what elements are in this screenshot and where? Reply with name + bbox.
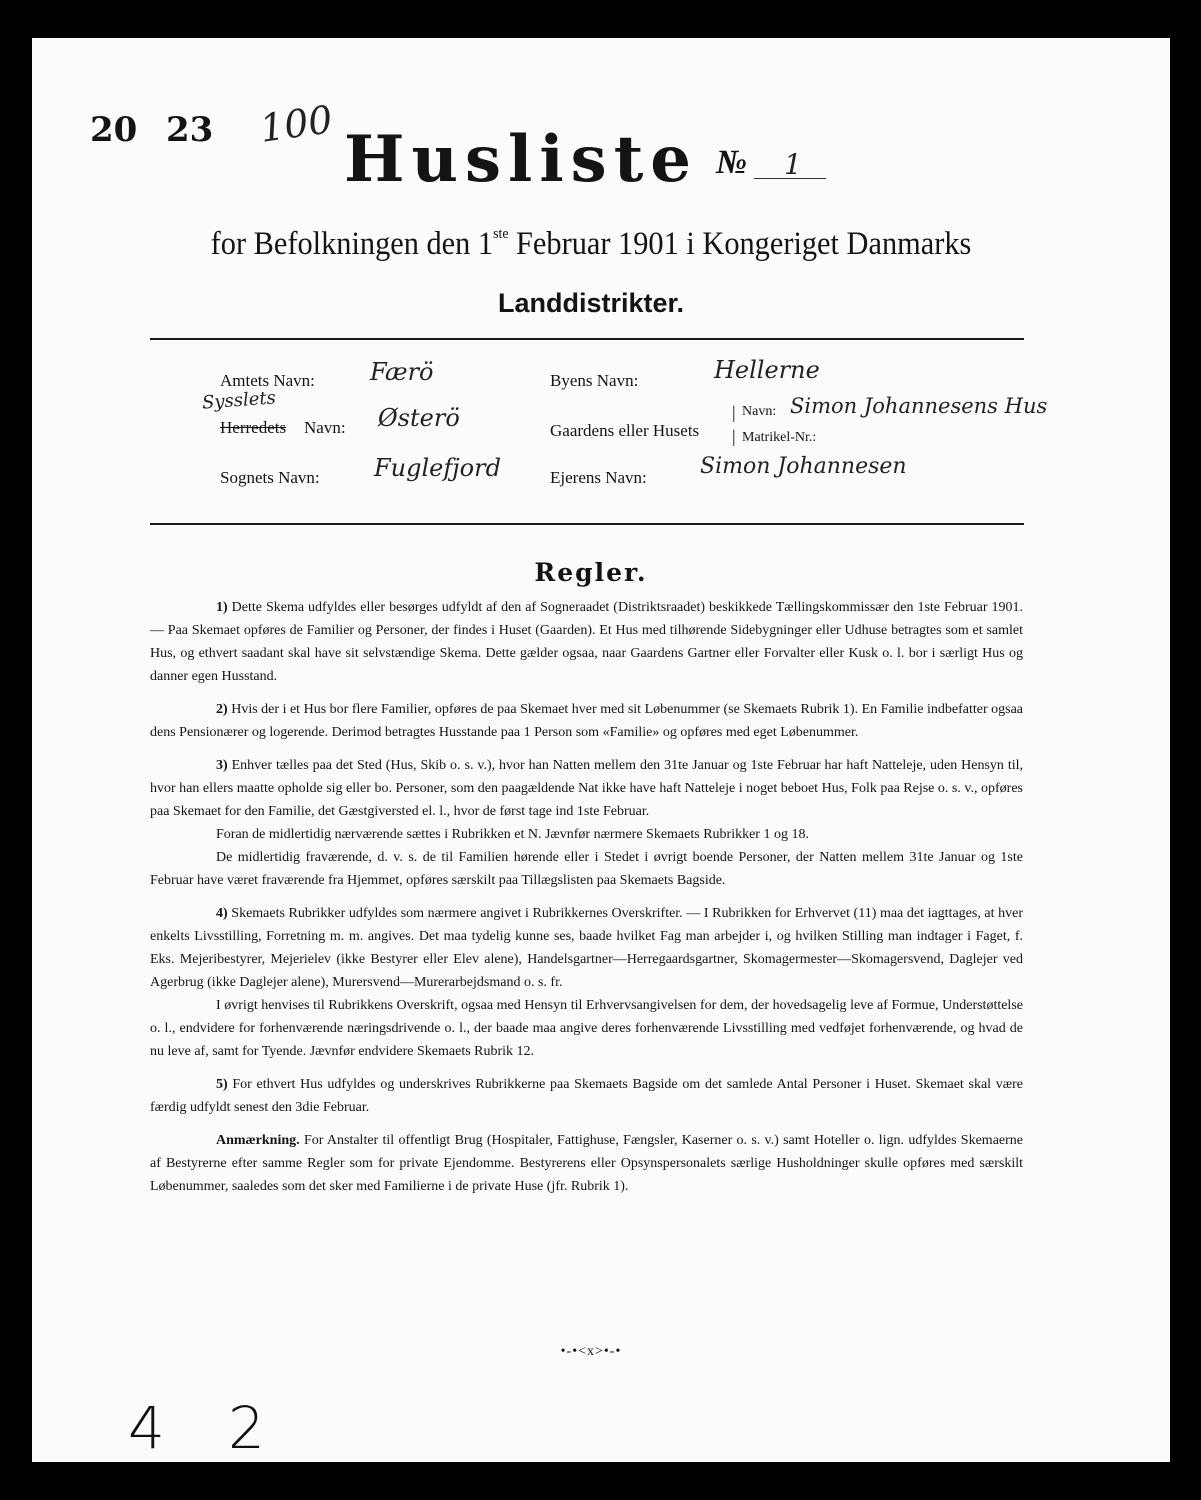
handwritten-corner-number: 100 [257, 97, 336, 151]
by-label: Byens Navn: [550, 371, 639, 390]
rule-2-text: Hvis der i et Hus bor flere Familier, opføres de paa Skemaet hver med sit Løbenummer (se Skemaets Rubrik 1). En Familie indbefatter ogsaa dens Pensionærer og logerende. Derimod betragtes Husstande paa 1 Person som «Familie» og opføres med eget Løbenummer. [150, 702, 1024, 740]
form-title: Husliste [344, 122, 698, 197]
note-text: For Anstalter til offentligt Brug (Hospitaler, Fattighuse, Fængsler, Kaserner o. s. v.) samt Hoteller o. lign. udfyldes Skemaerne af Bestyrerne efter samme Regler som for private Ejendomme. Bestyrerens eller Opsynspersonalets særlige Husholdninger skulle opføres med særskilt Løbenummer, saaledes som det sker med Familierne i de private Huse (jfr. Rubrik 1). [150, 1133, 1024, 1194]
ejer-label: Ejerens Navn: [550, 468, 647, 487]
district-heading: Landdistrikter. [497, 288, 685, 318]
rule-4-text: Skemaets Rubrikker udfyldes som nærmere angivet i Rubrikkernes Overskrifter. — I Rubrikken for Erhvervet (11) maa det iagttages, at hver enkelts Livsstilling, Forretning m. m. angives. Det maa tydelig kunne ses, baade hvilket Fag man arbejder i, og hvilken Stilling man indtager i Faget, f. Eks. Mejeribestyrer, Mejerielev (ikke Bestyrer eller Elev alene), Handelsgartner—Herregaardsgartner, Skomagermester—Skomagersvend, Daglejer ved Agerbrug (ikke Daglejer alene), Murersvend—Murerarbejdsmand o. s. fr. [150, 906, 1024, 990]
note-label: Anmærkning. [216, 1133, 300, 1148]
sogn-value: Fuglefjord [374, 454, 501, 482]
subtitle-post: Februar 1901 i Kongeriget Danmarks [508, 226, 972, 262]
by-value: Hellerne [714, 356, 820, 384]
number-value: 1 [784, 148, 802, 181]
number-label: № [716, 144, 748, 181]
rule-1-text: Dette Skema udfyldes eller besørges udfyldt af den af Sogneraadet (Distriktsraadet) beskikkede Tællingskommissær den 1ste Februar 1901. — Paa Skemaet opføres de Familier og Personer, der findes i Huset (Gaarden). Et Hus med tilhørende Sidebygninger eller Udhuse betragtes som et samlet Hus, og ethvert saadant skal have sit selvstændige Skema. Dette gælder ogsaa, naar Gaardens Gartner eller Forvalter eller Kusk o. l. bor i særligt Hus og danner egen Husstand. [150, 600, 1024, 684]
bracket-top: | [732, 402, 736, 422]
rule-1 [150, 596, 1023, 688]
rule-3 [150, 754, 1023, 823]
ornament-divider: •-•<x>•-• [560, 1344, 622, 1359]
rule-2-number: 2) [216, 702, 228, 717]
handwritten-number-right: 2 [228, 1394, 265, 1462]
rule-3-text: Enhver tælles paa det Sted (Hus, Skib o. s. v.), hvor han Natten mellem den 31te Januar og 1ste Februar har haft Natteleje, uden Hensyn til, hvor han ellers maatte opholde sig eller bo. Personer, som den paagældende Nat ikke have haft Natteleje i noget beboet Hus, Folk paa Rejse o. s. v., opføres paa Skemaet for den Familie, det Gæstgiversted el. l., hvor de først tage ind 1ste Februar. [150, 758, 1024, 819]
rule-4-ovrigt: I øvrigt henvises til Rubrikkens Overskrift, ogsaa med Hensyn til Erhvervsangivelsen for dem, der hovedsagelig leve af Formue, Understøttelse o. l., endvidere for forhenværende næringsdrivende o. l., der baade maa angive deres forhenværende Livsstilling med vedføjet forhenværende, og hvad de nu leve af, samt for Tyende. Jævnfør endvidere Skemaets Rubrik 12. [150, 998, 1023, 1059]
rule-4-number: 4) [216, 906, 228, 921]
herred-correction: Sysslets [201, 387, 277, 414]
rules-body [150, 596, 1023, 1208]
rule-5-number: 5) [216, 1077, 228, 1092]
rules-heading: Regler. [534, 558, 648, 587]
ejer-value: Simon Johannesen [700, 454, 907, 479]
amt-value: Færö [370, 358, 434, 386]
corner-number-right: 23 [166, 110, 214, 150]
sogn-label: Sognets Navn: [220, 468, 320, 487]
subtitle-sup: ste [493, 226, 509, 242]
herred-value: Østerö [378, 404, 460, 432]
herred-label: Navn: [304, 418, 346, 437]
rule-4 [150, 902, 1023, 994]
number-underline [754, 178, 826, 179]
note [150, 1129, 1023, 1198]
rule-5-text: For ethvert Hus udfyldes og underskrives Rubrikkerne paa Skemaets Bagside om det samlede Antal Personer i Huset. Skemaet skal være færdig udfyldt senest den 3die Februar. [150, 1077, 1024, 1115]
matrikel-label: Matrikel-Nr.: [742, 430, 817, 445]
form-subtitle [77, 226, 1106, 263]
rule-3-number: 3) [216, 758, 228, 773]
navn-label: Navn: [742, 404, 777, 419]
handwritten-number-left: 4 [128, 1394, 165, 1462]
rule-5 [150, 1073, 1023, 1119]
rule-3-fravaerende: De midlertidig fraværende, d. v. s. de til Familien hørende eller i Stedet i øvrigt boende Personer, der Natten mellem 31te Januar og 1ste Februar have været fraværende fra Hjemmet, opføres særskilt paa Tillægslisten paa Skemaets Bagside. [150, 850, 1023, 888]
amt-label: Amtets Navn: [220, 371, 315, 390]
rule-2 [150, 698, 1023, 744]
herred-struck-label: Herredets [220, 418, 287, 437]
subtitle-pre: for Befolkningen den 1 [210, 226, 494, 262]
rule-3-foran: Foran de midlertidig nærværende sættes i Rubrikken et N. Jævnfør nærmere Skemaets Rubrikker 1 og 18. [216, 827, 809, 842]
navn-value: Simon Johannesens Hus [790, 394, 1048, 418]
rule-1-number: 1) [216, 600, 228, 615]
bracket-bottom: | [732, 426, 736, 446]
census-form-page [32, 38, 1170, 1462]
corner-number-left: 20 [90, 110, 138, 150]
gaard-label: Gaardens eller Husets [550, 421, 700, 440]
bottom-divider [150, 523, 1024, 525]
top-divider [150, 338, 1024, 340]
